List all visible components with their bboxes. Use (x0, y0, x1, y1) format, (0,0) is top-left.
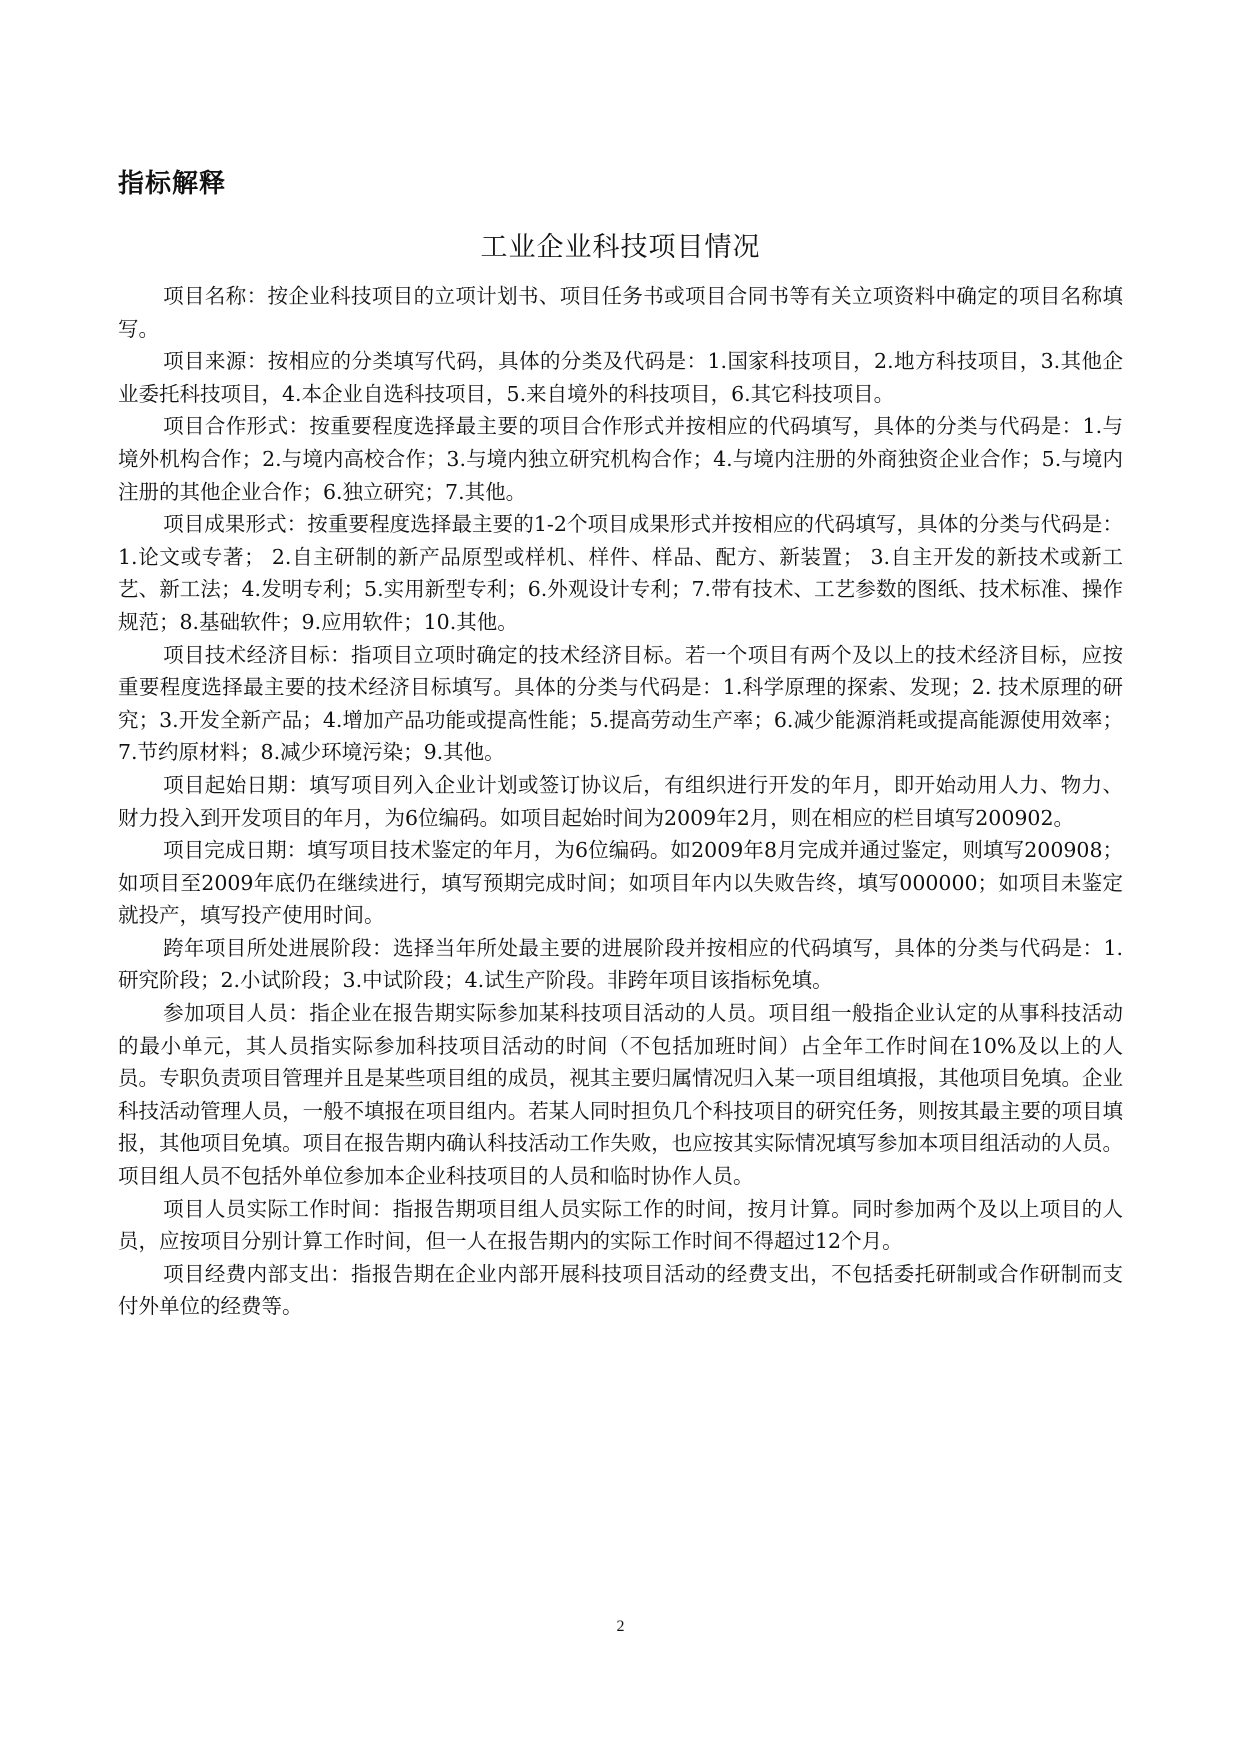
section-heading: 指标解释 (118, 169, 227, 199)
page-number: 2 (616, 1618, 625, 1635)
term-definition: 填写项目列入企业计划或签订协议后，有组织进行开发的年月，即开始动用人力、物力、财力投入到开发项目的年月，为6位编码。如项目起始时间为2009年2月，则在相应的栏目填写200902。 (118, 772, 1124, 830)
term-label: 项目合作形式： (163, 414, 310, 439)
term-label: 项目成果形式： (163, 512, 308, 537)
term-definition: 指报告期项目组人员实际工作的时间，按月计算。同时参加两个及以上项目的人员，应按项目分别计算工作时间，但一人在报告期内的实际工作时间不得超过12个月。 (118, 1196, 1124, 1254)
term-label: 项目起始日期： (163, 772, 310, 797)
term-definition: 按重要程度选择最主要的项目合作形式并按相应的代码填写，具体的分类与代码是：1.与境外机构合作；2.与境内高校合作；3.与境内独立研究机构合作；4.与境内注册的外商独资企业合作；5.与境内注册的其他企业合作；6.独立研究；7.其他。 (118, 414, 1123, 504)
term-label: 项目技术经济目标： (163, 642, 351, 667)
term-label: 项目人员实际工作时间： (163, 1196, 393, 1221)
term-definition: 按重要程度选择最主要的1-2个项目成果形式并按相应的代码填写，具体的分类与代码是：1.论文或专著； 2.自主研制的新产品原型或样机、样件、样品、配方、新装置； 3.自主开发的新技术或新工艺、新工法；4.发明专利；5.实用新型专利；6.外观设计专利；7.带有技术、工艺参数的图纸、技术标准、操作规范；8.基础软件；9.应用软件；10.其他。 (118, 512, 1123, 634)
definition-start-date (118, 769, 1123, 834)
term-definition: 按企业科技项目的立项计划书、项目任务书或项目合同书等有关立项资料中确定的项目名称填写。 (118, 284, 1124, 341)
term-definition: 指项目立项时确定的技术经济目标。若一个项目有两个及以上的技术经济目标，应按重要程度选择最主要的技术经济目标填写。具体的分类与代码是：1.科学原理的探索、发现；2. 技术原理的研究；3.开发全新产品；4.增加产品功能或提高性能；5.提高劳动生产率；6.减少能源消耗或提高能源使用效率；7.节约原材料；8.减少环境污染；9.其他。 (118, 642, 1124, 765)
definition-progress-stage (118, 932, 1123, 997)
definition-cooperation-form (118, 410, 1123, 508)
definition-project-name (118, 280, 1123, 345)
definition-working-time (118, 1193, 1123, 1258)
definitions-body (118, 280, 1123, 1323)
definition-completion-date (118, 834, 1123, 932)
term-label: 项目完成日期： (163, 838, 308, 863)
definition-project-personnel (118, 997, 1123, 1193)
term-label: 项目来源： (163, 349, 268, 374)
definition-economic-goal (118, 639, 1123, 769)
term-label: 跨年项目所处进展阶段： (163, 935, 393, 960)
term-definition: 按相应的分类填写代码，具体的分类及代码是：1.国家科技项目，2.地方科技项目，3.其他企业委托科技项目，4.本企业自选科技项目，5.来自境外的科技项目，6.其它科技项目。 (118, 349, 1123, 406)
term-definition: 选择当年所处最主要的进展阶段并按相应的代码填写，具体的分类与代码是：1.研究阶段；2.小试阶段；3.中试阶段；4.试生产阶段。非跨年项目该指标免填。 (118, 935, 1124, 993)
definition-internal-expenditure (118, 1258, 1123, 1323)
term-label: 参加项目人员： (163, 1001, 310, 1026)
definition-project-source (118, 345, 1123, 410)
document-title: 工业企业科技项目情况 (480, 232, 761, 263)
term-label: 项目名称： (163, 284, 268, 308)
term-definition: 指报告期在企业内部开展科技项目活动的经费支出，不包括委托研制或合作研制而支付外单位的经费等。 (118, 1261, 1124, 1319)
term-definition: 指企业在报告期实际参加某科技项目活动的人员。项目组一般指企业认定的从事科技活动的最小单元，其人员指实际参加科技项目活动的时间（不包括加班时间）占全年工作时间在10%及以上的人员。专职负责项目管理并且是某些项目组的成员，视其主要归属情况归入某一项目组填报，其他项目免填。企业科技活动管理人员，一般不填报在项目组内。若某人同时担负几个科技项目的研究任务，则按其最主要的项目填报，其他项目免填。项目在报告期内确认科技活动工作失败，也应按其实际情况填写参加本项目组活动的人员。项目组人员不包括外单位参加本企业科技项目的人员和临时协作人员。 (118, 1001, 1124, 1189)
definition-result-form (118, 508, 1123, 638)
term-definition: 填写项目技术鉴定的年月，为6位编码。如2009年8月完成并通过鉴定，则填写200908；如项目至2009年底仍在继续进行，填写预期完成时间；如项目年内以失败告终，填写000000；如项目未鉴定就投产，填写投产使用时间。 (118, 838, 1124, 928)
term-label: 项目经费内部支出： (163, 1261, 351, 1286)
